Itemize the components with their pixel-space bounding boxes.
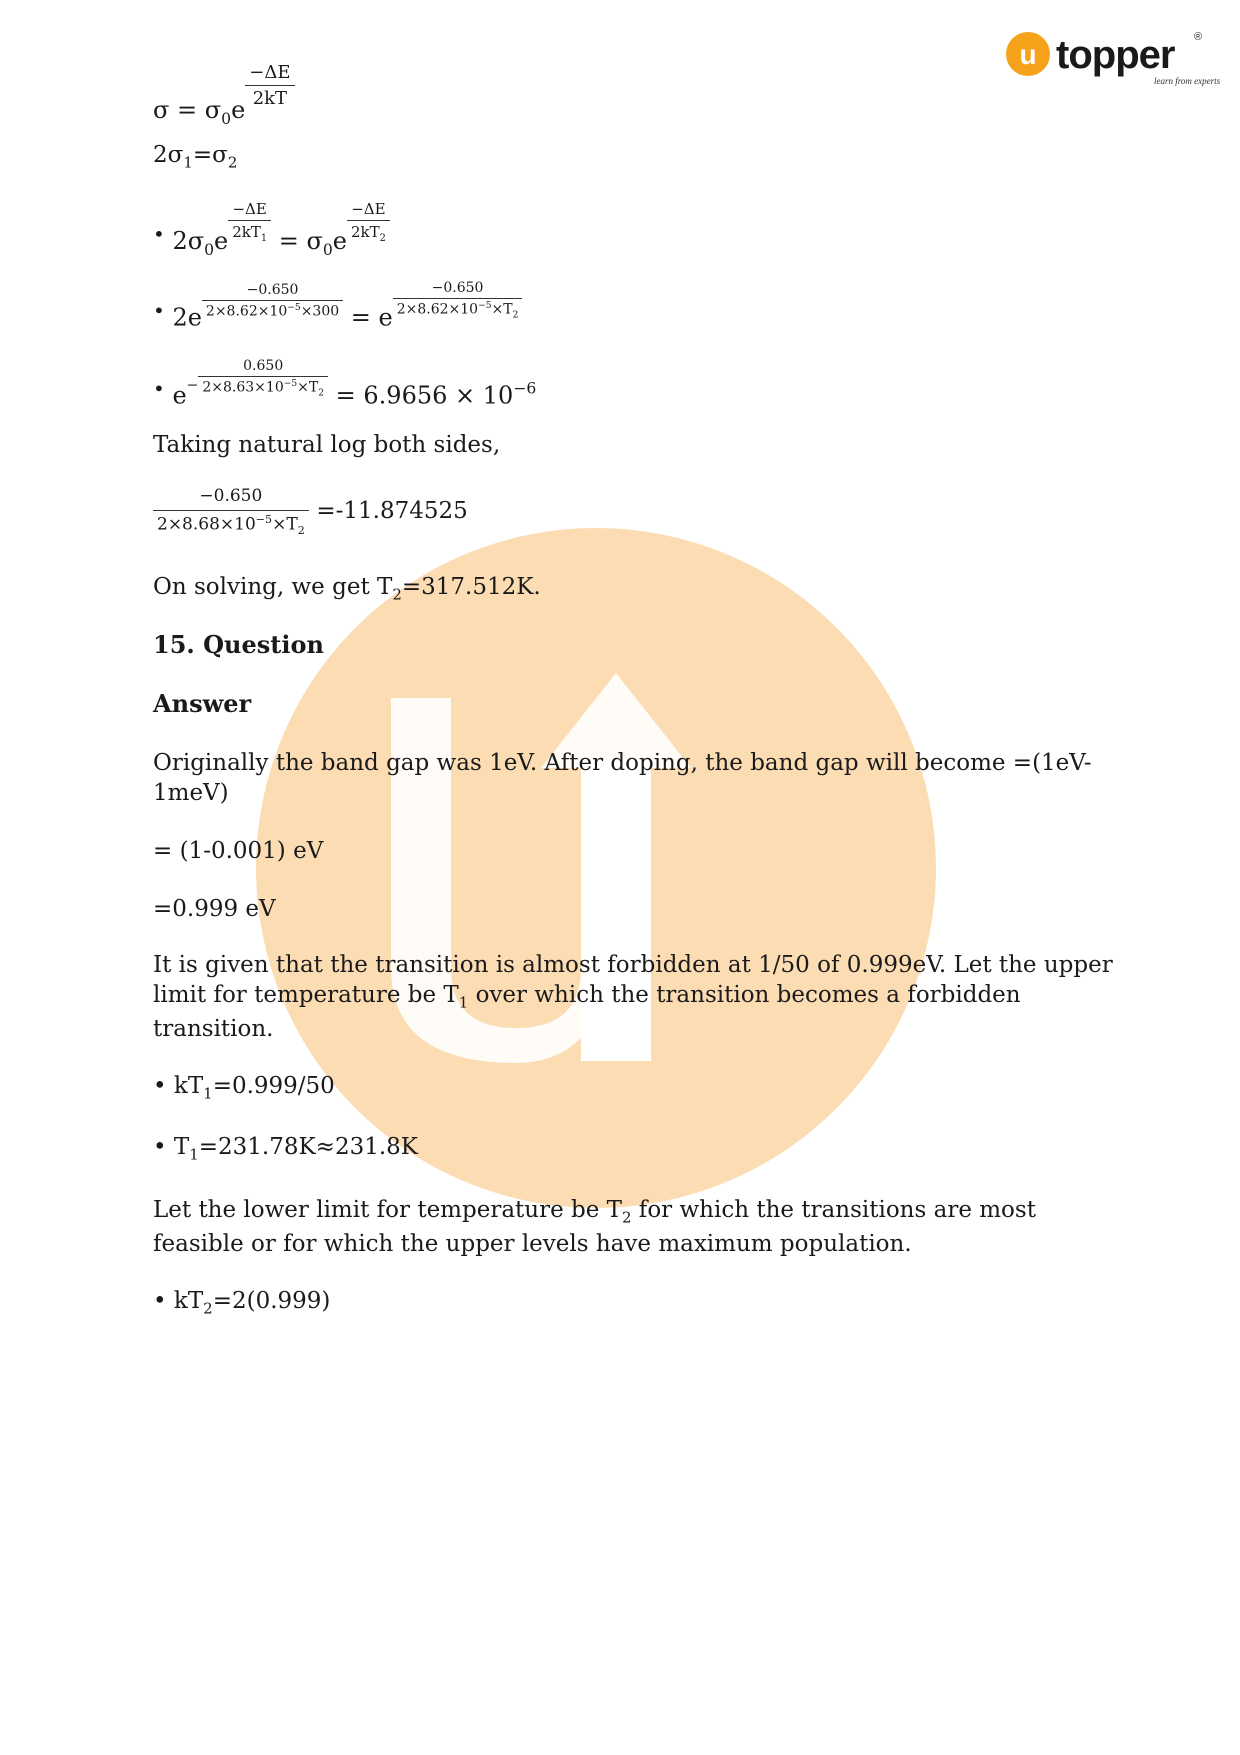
eq1-lhs: σ = σ	[153, 96, 222, 124]
svg-text:®: ®	[1194, 31, 1203, 43]
text-band-gap-result: =0.999 eV	[153, 896, 276, 922]
topper-logo	[1004, 28, 1221, 90]
para-transition-line2: limit for temperature be $T_1$ over which the transition becomes a forbidden	[153, 982, 1021, 1012]
equation-bullet-3: • e− $\frac{0.650}{2\times 8.63\times 10^{-5}\times T_2}$ = $6.9656 \times 10^{-6}$	[153, 358, 537, 410]
equation-log: $\frac{-0.650}{2\times 8.68\times 10^{-5}\times T_2}$ =-11.874525	[153, 486, 468, 537]
bullet-kT1: • $kT_1=0.999/50$	[153, 1073, 335, 1103]
text-band-gap-calc: = (1-0.001) eV	[153, 838, 324, 864]
svg-text:learn from experts: learn from experts	[1154, 76, 1221, 86]
para-band-gap-line2: 1meV)	[153, 780, 229, 806]
bullet-T1: • $T_1=231.78K\approx 231.8K$	[153, 1134, 418, 1164]
svg-text:u: u	[1019, 39, 1037, 70]
answer-heading: Answer	[153, 689, 252, 718]
equation-bullet-2: • 2e $\frac{-0.650}{2\times 8.62\times 10^{-5}\times 300}$ = e $\frac{-0.650}{2\times 8.62\times 10^{-5}\times T_2}$	[153, 280, 522, 332]
watermark-logo	[256, 528, 936, 1208]
para-transition-line3: transition.	[153, 1016, 274, 1042]
text-solution: On solving, we get $T_2=317.512K$.	[153, 574, 541, 604]
eq1-exponent: $\frac{-\Delta E}{2kT}$	[245, 62, 294, 109]
para-transition-line1: It is given that the transition is almost forbidden at 1/50 of 0.999eV. Let the upper	[153, 952, 1113, 978]
eq1-e: e	[231, 96, 246, 124]
text-taking-log: Taking natural log both sides,	[153, 432, 501, 458]
eq1-sub: 0	[221, 109, 232, 128]
topper-logo-mark	[1004, 28, 1221, 90]
equation-bullet-1: • $2\sigma_0e$ $\frac{-\Delta E}{2kT_1}$ = $\sigma_0e$ $\frac{-\Delta E}{2kT_2}$	[153, 200, 390, 259]
equation-sigma-relation: $2\sigma_1=\sigma_2$	[153, 142, 238, 172]
para-lower-limit-line2: feasible or for which the upper levels have maximum population.	[153, 1231, 912, 1257]
bullet-kT2: • $kT_2=2(0.999)$	[153, 1288, 331, 1318]
svg-text:topper: topper	[1056, 33, 1175, 77]
para-lower-limit-line1: Let the lower limit for temperature be $T_2$ for which the transitions are most	[153, 1197, 1036, 1227]
para-band-gap-line1: Originally the band gap was 1eV. After doping, the band gap will become =(1eV-	[153, 750, 1092, 776]
question-heading: 15. Question	[153, 630, 324, 659]
equation-conductivity	[153, 62, 295, 128]
